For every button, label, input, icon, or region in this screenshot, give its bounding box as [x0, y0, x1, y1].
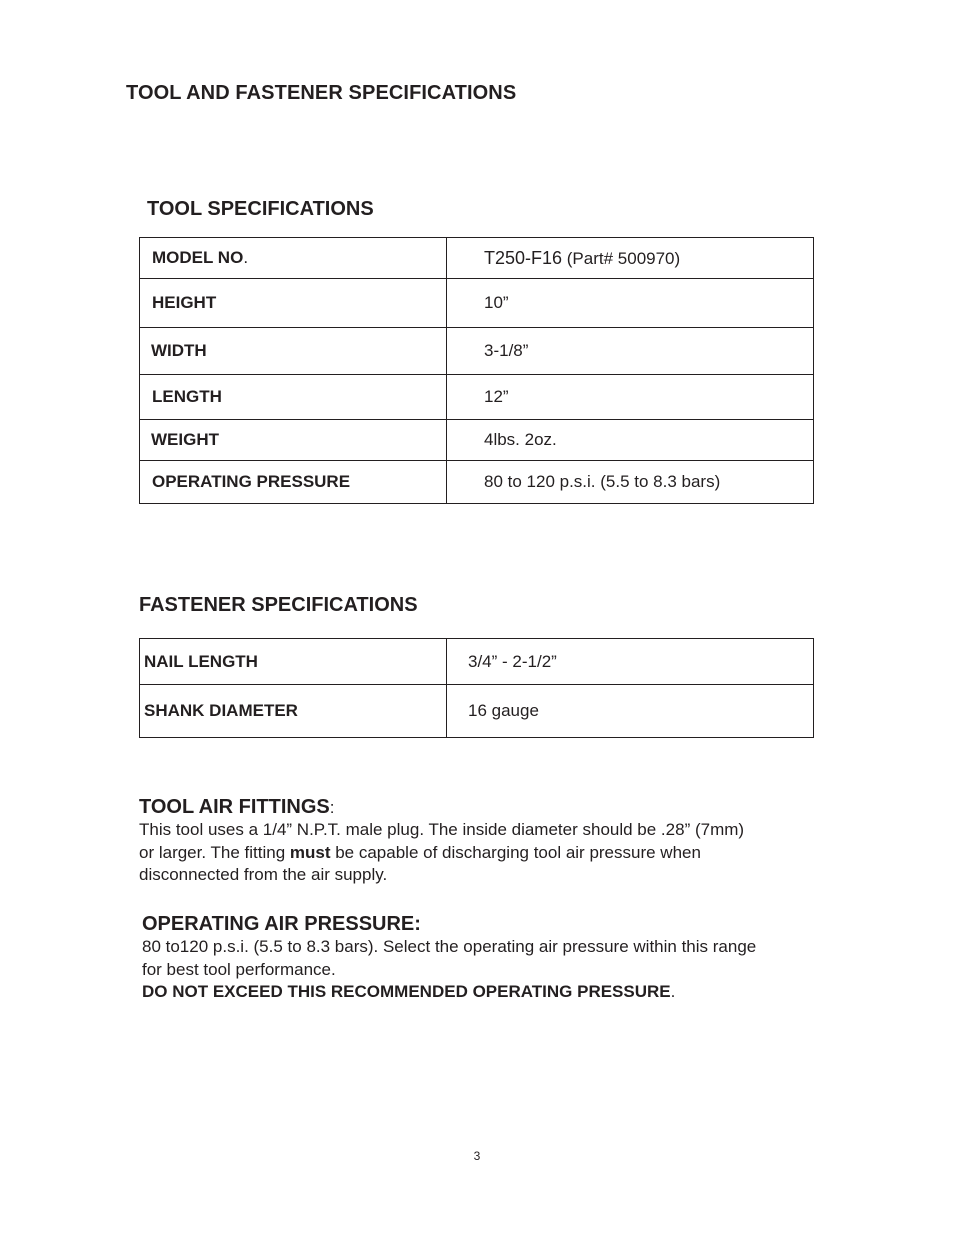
air-pressure-section — [142, 913, 756, 1004]
shank-diameter-value: 16 gauge — [447, 685, 814, 738]
nail-length-value: 3/4” - 2-1/2” — [447, 639, 814, 685]
page-number: 3 — [473, 1149, 481, 1163]
fastener-specifications-heading: FASTENER SPECIFICATIONS — [139, 594, 418, 616]
air-pressure-text: 80 to120 p.s.i. (5.5 to 8.3 bars). Select the operating air pressure within this range for best tool performance. DO NOT EXCEED THIS RECOMMENDED OPERATING PRESSURE. — [142, 937, 757, 1001]
length-value: 12” — [447, 375, 814, 420]
width-value: 3-1/8” — [447, 328, 814, 375]
table-row — [140, 461, 814, 504]
model-no-value: T250-F16 (Part# 500970) — [447, 238, 814, 279]
operating-pressure-label: OPERATING PRESSURE — [140, 461, 447, 504]
table-row — [140, 420, 814, 461]
height-label: HEIGHT — [140, 279, 447, 328]
weight-value: 4lbs. 2oz. — [447, 420, 814, 461]
shank-diameter-label: SHANK DIAMETER — [140, 685, 447, 738]
air-fittings-heading: TOOL AIR FITTINGS: — [139, 796, 335, 818]
table-row — [140, 639, 814, 685]
table-row — [140, 238, 814, 279]
operating-pressure-value: 80 to 120 p.s.i. (5.5 to 8.3 bars) — [447, 461, 814, 504]
page-title: TOOL AND FASTENER SPECIFICATIONS — [126, 82, 517, 104]
table-row — [140, 375, 814, 420]
weight-label: WEIGHT — [140, 420, 447, 461]
height-value: 10” — [447, 279, 814, 328]
pressure-warning: DO NOT EXCEED THIS RECOMMENDED OPERATING PRESSURE — [142, 982, 671, 1001]
air-fittings-section — [139, 796, 744, 887]
length-label: LENGTH — [140, 375, 447, 420]
tool-specifications-table — [139, 237, 814, 504]
table-row — [140, 685, 814, 738]
width-label: WIDTH — [140, 328, 447, 375]
fastener-specifications-table — [139, 638, 814, 738]
table-row — [140, 328, 814, 375]
nail-length-label: NAIL LENGTH — [140, 639, 447, 685]
model-no-label: MODEL NO. — [140, 238, 447, 279]
air-pressure-heading: OPERATING AIR PRESSURE: — [142, 913, 421, 935]
air-fittings-text: This tool uses a 1/4” N.P.T. male plug. The inside diameter should be .28” (7mm) or larger. The fitting must be capable of discharging tool air pressure when disconnected from the air supply. — [139, 820, 745, 884]
tool-specifications-heading: TOOL SPECIFICATIONS — [147, 198, 374, 220]
table-row — [140, 279, 814, 328]
